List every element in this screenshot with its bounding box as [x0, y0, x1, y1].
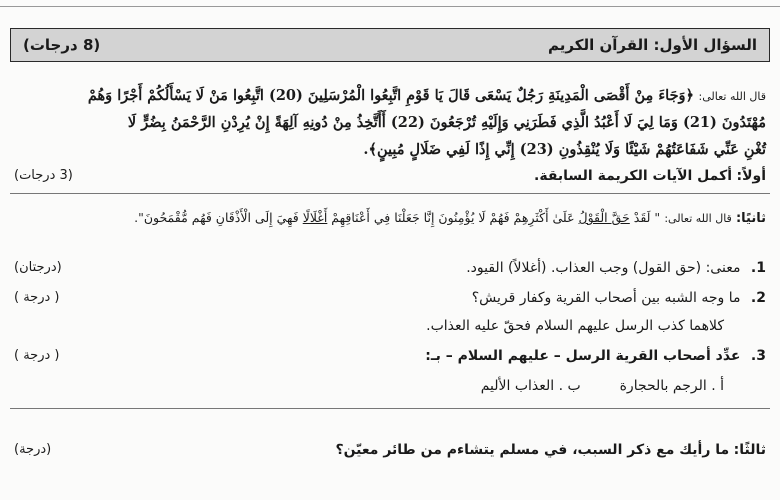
- verse-text-3: تُغْنِ عَنِّي شَفَاعَتُهُمْ شَيْئًا وَلَا يُنْقِذُونِ (23) إِنِّي إِذًا لَفِي ضَلَالٍ مُبِينٍ﴾.: [363, 141, 766, 158]
- item-3-number: 3.: [750, 348, 766, 364]
- part2-label: ثانيًا:: [735, 211, 766, 226]
- item-2-row: [14, 288, 766, 308]
- item-2-marks: ( درجة ): [14, 290, 60, 305]
- item-3-options-row: [14, 376, 724, 396]
- part3-marks: (درجة): [14, 442, 52, 457]
- part2-verse-underline-1: حَقَّ الْقَوْلُ: [578, 210, 630, 225]
- item-1-marks: (درجتان): [14, 260, 62, 275]
- part3-text: ما رأيك مع ذكر السبب، في مسلم يتشاءم من طائر معيّن؟: [335, 442, 730, 458]
- section-divider-2: [10, 408, 770, 409]
- item-1-text: معنى: (حق القول) وجب العذاب. (أغلالاً) القيود.: [466, 260, 741, 276]
- item-3-row: [14, 346, 766, 366]
- question-title: السؤال الأول: القرآن الكريم: [548, 36, 757, 54]
- item-2-answer-row: [14, 316, 724, 336]
- section-divider-1: [10, 193, 770, 194]
- part2-verse-underline-2: أَغْلَالًا: [302, 210, 328, 225]
- question-marks: (8 درجات): [23, 36, 101, 54]
- question-header: [10, 28, 770, 62]
- item-3-text: عدِّد أصحاب القرية الرسل – عليهم السلام – بـ:: [425, 348, 741, 364]
- part3-label: ثالثًا:: [733, 442, 766, 458]
- part1-text: أكمل الآيات الكريمة السابقة.: [534, 168, 733, 184]
- part2-verse-a: " لَقَدْ: [629, 210, 661, 225]
- part2-verse-c: فَهِيَ إِلَى الْأَذْقَانِ فَهُم مُّقْمَحُونَ".: [134, 210, 303, 225]
- verse-line-2: [14, 113, 766, 133]
- item-3-option-a: أ . الرجم بالحجارة: [619, 378, 724, 394]
- item-3-marks: ( درجة ): [14, 348, 60, 363]
- part1-row: [14, 166, 766, 186]
- item-2-text: ما وجه الشبه بين أصحاب القرية وكفار قريش؟: [471, 290, 741, 306]
- verse-line-3: [14, 140, 766, 160]
- part1-label: أولاً:: [736, 168, 766, 184]
- item-1-row: [14, 258, 766, 278]
- verse-intro: قال الله تعالى:: [698, 90, 766, 103]
- part1-marks: (3 درجات): [14, 168, 73, 183]
- item-2-number: 2.: [750, 290, 766, 306]
- part2-intro: قال الله تعالى:: [664, 212, 732, 225]
- part2-verse-row: [14, 208, 766, 229]
- verse-text-2: مُهْتَدُونَ (21) وَمَا لِيَ لَا أَعْبُدُ الَّذِي فَطَرَنِي وَإِلَيْهِ تُرْجَعُونَ (22) أَأَتَّخِذُ مِنْ دُونِهِ آلِهَةً إِنْ يُرِدْنِ الرَّحْمَنُ بِضُرٍّ لَا: [127, 114, 766, 131]
- item-3-option-b: ب . العذاب الأليم: [480, 378, 581, 394]
- top-border: [0, 0, 780, 7]
- verse-line-1: [14, 86, 766, 107]
- verse-text-1: ﴿وَجَاءَ مِنْ أَقْصَى الْمَدِينَةِ رَجُلٌ يَسْعَى قَالَ يَا قَوْمِ اتَّبِعُوا الْمُرْسَلِينَ (20) اتَّبِعُوا مَنْ لَا يَسْأَلُكُمْ أَجْرًا وَهُمْ: [87, 87, 695, 104]
- item-1-number: 1.: [750, 260, 766, 276]
- part2-verse-b: عَلَىٰ أَكْثَرِهِمْ فَهُمْ لَا يُؤْمِنُونَ إِنَّا جَعَلْنَا فِي أَعْنَاقِهِمْ: [327, 210, 579, 225]
- part3-row: [14, 440, 766, 460]
- item-2-answer: كلاهما كذب الرسل عليهم السلام فحقّ عليه العذاب.: [426, 318, 724, 334]
